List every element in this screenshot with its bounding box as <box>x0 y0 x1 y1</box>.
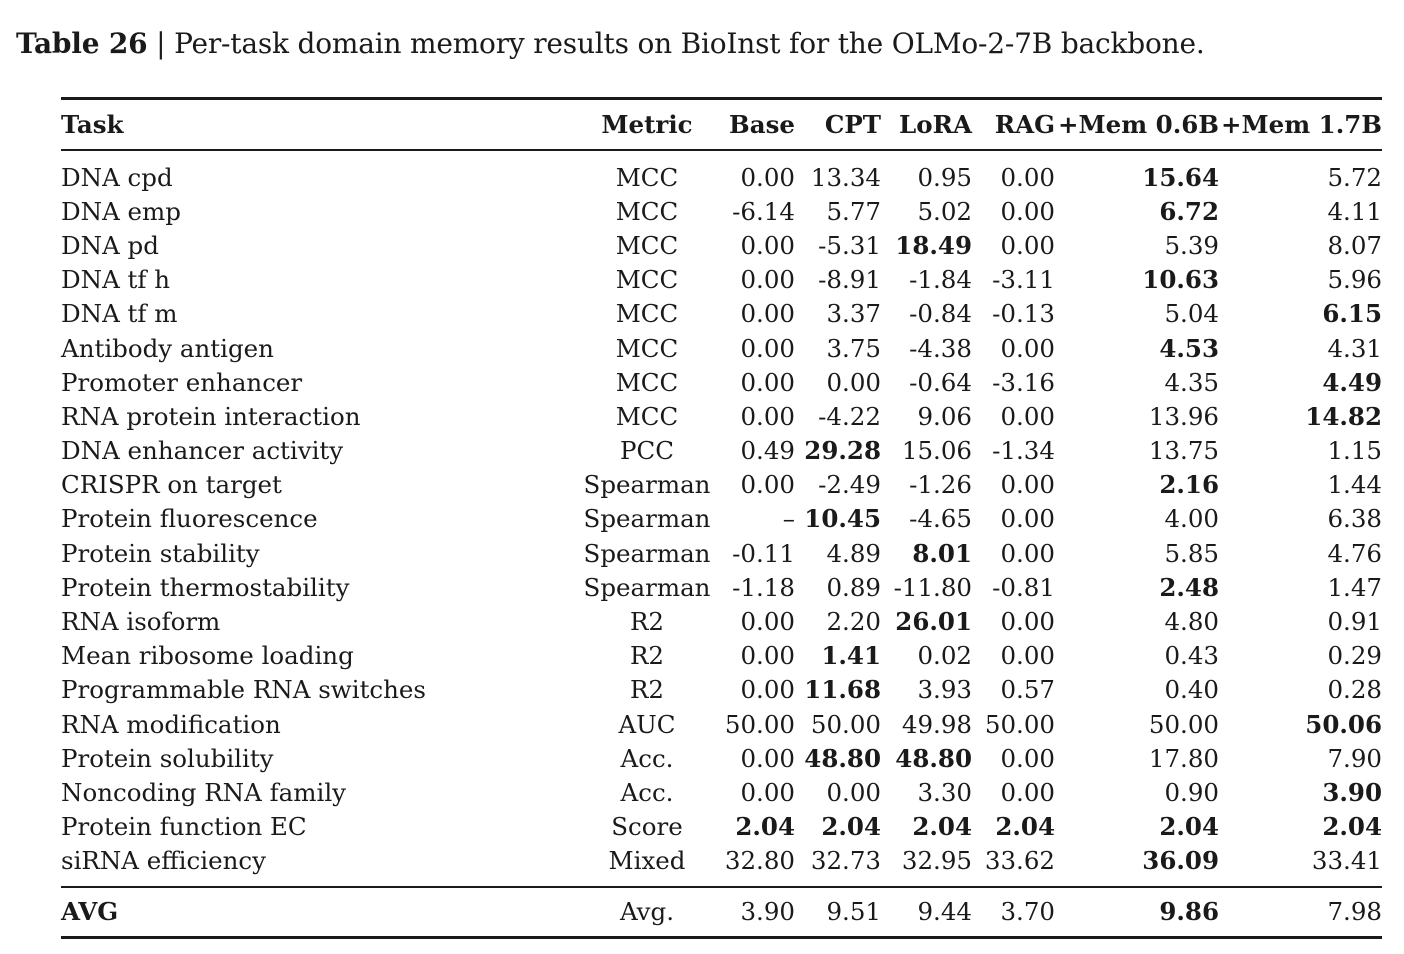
rag-value-cell: 0.00 <box>1000 230 1055 260</box>
cpt-value-cell: 3.37 <box>826 299 881 329</box>
mem-1-7b-value-cell: 14.82 <box>1305 401 1382 431</box>
avg-cpt: 9.51 <box>826 897 881 927</box>
base-value-cell: 32.80 <box>724 846 795 876</box>
rag-value-cell: 33.62 <box>984 846 1055 876</box>
table-row <box>61 741 1382 775</box>
base-value-cell: 0.00 <box>740 367 795 397</box>
lora-value-cell: 5.02 <box>917 196 972 226</box>
metric-cell: R2 <box>629 641 665 671</box>
task-cell: siRNA efficiency <box>61 846 266 876</box>
task-cell: RNA modification <box>61 709 281 739</box>
mem-1-7b-value-cell: 0.29 <box>1327 641 1382 671</box>
mem-1-7b-value-cell: 4.11 <box>1327 196 1382 226</box>
table-row <box>61 365 1382 399</box>
cpt-value-cell: 11.68 <box>804 675 881 705</box>
mem-0-6b-value-cell: 0.90 <box>1164 777 1219 807</box>
metric-cell: AUC <box>618 709 676 739</box>
metric-cell: Acc. <box>620 777 674 807</box>
cpt-value-cell: 0.00 <box>826 777 881 807</box>
mem-1-7b-value-cell: 2.04 <box>1322 812 1382 842</box>
base-value-cell: – <box>782 504 795 534</box>
mem-1-7b-value-cell: 8.07 <box>1327 230 1382 260</box>
table-row <box>61 604 1382 638</box>
avg-mem-1-7b: 7.98 <box>1327 897 1382 927</box>
rag-value-cell: -0.81 <box>992 572 1055 602</box>
mem-0-6b-value-cell: 0.43 <box>1164 641 1219 671</box>
table-row <box>61 434 1382 468</box>
table-row <box>61 331 1382 365</box>
task-cell: Protein function EC <box>61 812 307 842</box>
header-lora: LoRA <box>899 110 972 139</box>
mem-0-6b-value-cell: 0.40 <box>1164 675 1219 705</box>
table-row <box>61 810 1382 844</box>
mem-0-6b-value-cell: 36.09 <box>1142 846 1219 876</box>
metric-cell: MCC <box>615 401 679 431</box>
cpt-value-cell: 5.77 <box>826 196 881 226</box>
header-cpt: CPT <box>824 110 881 139</box>
base-value-cell: 0.00 <box>740 470 795 500</box>
mem-0-6b-value-cell: 4.00 <box>1164 504 1219 534</box>
task-cell: Programmable RNA switches <box>61 675 426 705</box>
task-cell: Antibody antigen <box>61 333 274 363</box>
task-cell: Protein fluorescence <box>61 504 318 534</box>
mem-1-7b-value-cell: 1.15 <box>1327 436 1382 466</box>
metric-cell: MCC <box>615 196 679 226</box>
task-cell: DNA tf m <box>61 299 178 329</box>
cpt-value-cell: 0.00 <box>826 367 881 397</box>
caption-label: Table 26 <box>16 27 148 60</box>
task-cell: DNA enhancer activity <box>61 436 344 466</box>
metric-cell: MCC <box>615 299 679 329</box>
header-task: Task <box>61 110 124 139</box>
rag-value-cell: 0.00 <box>1000 401 1055 431</box>
metric-cell: PCC <box>620 436 674 466</box>
cpt-value-cell: 32.73 <box>810 846 881 876</box>
base-value-cell: 50.00 <box>724 709 795 739</box>
cpt-value-cell: -8.91 <box>818 265 881 295</box>
rag-value-cell: 0.00 <box>1000 333 1055 363</box>
rag-value-cell: -3.11 <box>992 265 1055 295</box>
mem-1-7b-value-cell: 5.72 <box>1327 162 1382 192</box>
table-row <box>61 297 1382 331</box>
lora-value-cell: -0.84 <box>909 299 972 329</box>
table-row <box>61 775 1382 809</box>
rag-value-cell: 0.00 <box>1000 607 1055 637</box>
rag-value-cell: 0.00 <box>1000 162 1055 192</box>
base-value-cell: -0.11 <box>732 538 795 568</box>
task-cell: CRISPR on target <box>61 470 282 500</box>
metric-cell: Spearman <box>583 538 711 568</box>
mem-0-6b-value-cell: 2.16 <box>1159 470 1219 500</box>
mem-1-7b-value-cell: 33.41 <box>1311 846 1382 876</box>
header-rag: RAG <box>994 110 1055 139</box>
lora-value-cell: 3.30 <box>917 777 972 807</box>
metric-cell: Spearman <box>583 572 711 602</box>
base-value-cell: 0.00 <box>740 162 795 192</box>
table-body <box>61 150 1382 887</box>
base-value-cell: 0.00 <box>740 743 795 773</box>
base-value-cell: 0.00 <box>740 675 795 705</box>
avg-lora: 9.44 <box>917 897 972 927</box>
mem-0-6b-value-cell: 2.48 <box>1159 572 1219 602</box>
lora-value-cell: -1.84 <box>909 265 972 295</box>
header-mem-0-6b: +Mem 0.6B <box>1057 110 1219 139</box>
rag-value-cell: 0.00 <box>1000 777 1055 807</box>
caption-separator: | <box>156 27 166 60</box>
metric-cell: MCC <box>615 333 679 363</box>
task-cell: DNA pd <box>61 230 159 260</box>
task-cell: RNA isoform <box>61 607 221 637</box>
avg-rag: 3.70 <box>1000 897 1055 927</box>
task-cell: DNA tf h <box>61 265 171 295</box>
metric-cell: Spearman <box>583 470 711 500</box>
table-row <box>61 536 1382 570</box>
rag-value-cell: 0.00 <box>1000 470 1055 500</box>
table-row <box>61 639 1382 673</box>
mem-1-7b-value-cell: 0.91 <box>1327 607 1382 637</box>
cpt-value-cell: 1.41 <box>821 641 881 671</box>
metric-cell: MCC <box>615 367 679 397</box>
lora-value-cell: -1.26 <box>909 470 972 500</box>
lora-value-cell: -0.64 <box>909 367 972 397</box>
mem-0-6b-value-cell: 15.64 <box>1142 162 1219 192</box>
task-cell: RNA protein interaction <box>61 401 361 431</box>
task-cell: Mean ribosome loading <box>61 641 354 671</box>
metric-cell: R2 <box>629 607 665 637</box>
cpt-value-cell: 29.28 <box>804 436 881 466</box>
mem-0-6b-value-cell: 50.00 <box>1148 709 1219 739</box>
task-cell: Promoter enhancer <box>61 367 303 397</box>
base-value-cell: 0.00 <box>740 777 795 807</box>
table-row <box>61 707 1382 741</box>
cpt-value-cell: 0.89 <box>826 572 881 602</box>
metric-cell: Mixed <box>608 846 686 876</box>
lora-value-cell: 2.04 <box>912 812 972 842</box>
rag-value-cell: 0.00 <box>1000 641 1055 671</box>
cpt-value-cell: 4.89 <box>826 538 881 568</box>
mem-1-7b-value-cell: 0.28 <box>1327 675 1382 705</box>
mem-0-6b-value-cell: 13.75 <box>1148 436 1219 466</box>
base-value-cell: 2.04 <box>735 812 795 842</box>
metric-cell: MCC <box>615 162 679 192</box>
table-row <box>61 399 1382 433</box>
rag-value-cell: 0.00 <box>1000 504 1055 534</box>
rag-value-cell: 0.57 <box>1000 675 1055 705</box>
cpt-value-cell: -2.49 <box>818 470 881 500</box>
cpt-value-cell: 10.45 <box>804 504 881 534</box>
base-value-cell: 0.00 <box>740 299 795 329</box>
lora-value-cell: 15.06 <box>901 436 972 466</box>
table-row <box>61 570 1382 604</box>
cpt-value-cell: 2.04 <box>821 812 881 842</box>
results-table <box>61 97 1382 939</box>
mem-1-7b-value-cell: 6.15 <box>1322 299 1382 329</box>
mem-1-7b-value-cell: 50.06 <box>1305 709 1382 739</box>
header-metric: Metric <box>601 110 693 139</box>
table-row <box>61 673 1382 707</box>
base-value-cell: 0.00 <box>740 641 795 671</box>
mem-0-6b-value-cell: 4.53 <box>1159 333 1219 363</box>
mem-1-7b-value-cell: 4.76 <box>1327 538 1382 568</box>
lora-value-cell: 3.93 <box>917 675 972 705</box>
base-value-cell: -6.14 <box>732 196 795 226</box>
header-mem-1-7b: +Mem 1.7B <box>1220 110 1382 139</box>
metric-cell: R2 <box>629 675 665 705</box>
avg-row <box>61 887 1382 938</box>
cpt-value-cell: 3.75 <box>826 333 881 363</box>
table-row <box>61 194 1382 228</box>
mem-0-6b-value-cell: 10.63 <box>1142 265 1219 295</box>
cpt-value-cell: -5.31 <box>818 230 881 260</box>
mem-1-7b-value-cell: 6.38 <box>1327 504 1382 534</box>
base-value-cell: 0.00 <box>740 230 795 260</box>
metric-cell: MCC <box>615 265 679 295</box>
cpt-value-cell: 13.34 <box>810 162 881 192</box>
rag-value-cell: 0.00 <box>1000 538 1055 568</box>
rag-value-cell: -1.34 <box>992 436 1055 466</box>
header-base: Base <box>729 110 795 139</box>
base-value-cell: -1.18 <box>732 572 795 602</box>
lora-value-cell: 0.02 <box>917 641 972 671</box>
lora-value-cell: 9.06 <box>917 401 972 431</box>
lora-value-cell: 49.98 <box>901 709 972 739</box>
task-cell: Protein solubility <box>61 743 274 773</box>
mem-0-6b-value-cell: 4.80 <box>1164 607 1219 637</box>
mem-0-6b-value-cell: 5.04 <box>1164 299 1219 329</box>
base-value-cell: 0.49 <box>740 436 795 466</box>
lora-value-cell: 26.01 <box>895 607 972 637</box>
avg-base: 3.90 <box>740 897 795 927</box>
avg-mem-0-6b: 9.86 <box>1159 897 1219 927</box>
lora-value-cell: 8.01 <box>912 538 972 568</box>
mem-1-7b-value-cell: 5.96 <box>1327 265 1382 295</box>
metric-cell: Spearman <box>583 504 711 534</box>
table-caption <box>16 26 1205 62</box>
cpt-value-cell: 50.00 <box>810 709 881 739</box>
rag-value-cell: 2.04 <box>995 812 1055 842</box>
mem-1-7b-value-cell: 7.90 <box>1327 743 1382 773</box>
metric-cell: Acc. <box>620 743 674 773</box>
mem-1-7b-value-cell: 4.49 <box>1322 367 1382 397</box>
mem-0-6b-value-cell: 2.04 <box>1159 812 1219 842</box>
caption-text: Per-task domain memory results on BioInst for the OLMo-2-7B backbone. <box>174 27 1205 60</box>
results-table-container <box>61 97 1382 939</box>
avg-metric: Avg. <box>619 897 674 927</box>
rag-value-cell: -3.16 <box>992 367 1055 397</box>
table-row <box>61 468 1382 502</box>
cpt-value-cell: 2.20 <box>826 607 881 637</box>
task-cell: Protein thermostability <box>61 572 350 602</box>
lora-value-cell: -11.80 <box>893 572 972 602</box>
base-value-cell: 0.00 <box>740 333 795 363</box>
mem-1-7b-value-cell: 4.31 <box>1327 333 1382 363</box>
rag-value-cell: -0.13 <box>992 299 1055 329</box>
mem-0-6b-value-cell: 17.80 <box>1148 743 1219 773</box>
task-cell: Noncoding RNA family <box>61 777 346 807</box>
lora-value-cell: 48.80 <box>895 743 972 773</box>
mem-1-7b-value-cell: 1.44 <box>1327 470 1382 500</box>
mem-0-6b-value-cell: 6.72 <box>1159 196 1219 226</box>
mem-0-6b-value-cell: 5.85 <box>1164 538 1219 568</box>
metric-cell: MCC <box>615 230 679 260</box>
task-cell: Protein stability <box>61 538 260 568</box>
cpt-value-cell: -4.22 <box>818 401 881 431</box>
rag-value-cell: 0.00 <box>1000 196 1055 226</box>
metric-cell: Score <box>611 812 683 842</box>
rag-value-cell: 0.00 <box>1000 743 1055 773</box>
header-row <box>61 99 1382 151</box>
task-cell: DNA cpd <box>61 162 173 192</box>
base-value-cell: 0.00 <box>740 607 795 637</box>
table-row <box>61 263 1382 297</box>
base-value-cell: 0.00 <box>740 265 795 295</box>
mem-1-7b-value-cell: 1.47 <box>1327 572 1382 602</box>
mem-0-6b-value-cell: 13.96 <box>1148 401 1219 431</box>
mem-0-6b-value-cell: 4.35 <box>1164 367 1219 397</box>
lora-value-cell: 0.95 <box>917 162 972 192</box>
table-row <box>61 502 1382 536</box>
task-cell: DNA emp <box>61 196 181 226</box>
mem-1-7b-value-cell: 3.90 <box>1322 777 1382 807</box>
lora-value-cell: 18.49 <box>895 230 972 260</box>
table-row <box>61 844 1382 887</box>
cpt-value-cell: 48.80 <box>804 743 881 773</box>
table-row <box>61 150 1382 194</box>
base-value-cell: 0.00 <box>740 401 795 431</box>
lora-value-cell: 32.95 <box>901 846 972 876</box>
rag-value-cell: 50.00 <box>984 709 1055 739</box>
mem-0-6b-value-cell: 5.39 <box>1164 230 1219 260</box>
avg-task: AVG <box>61 897 119 927</box>
table-row <box>61 228 1382 262</box>
lora-value-cell: -4.65 <box>909 504 972 534</box>
lora-value-cell: -4.38 <box>909 333 972 363</box>
